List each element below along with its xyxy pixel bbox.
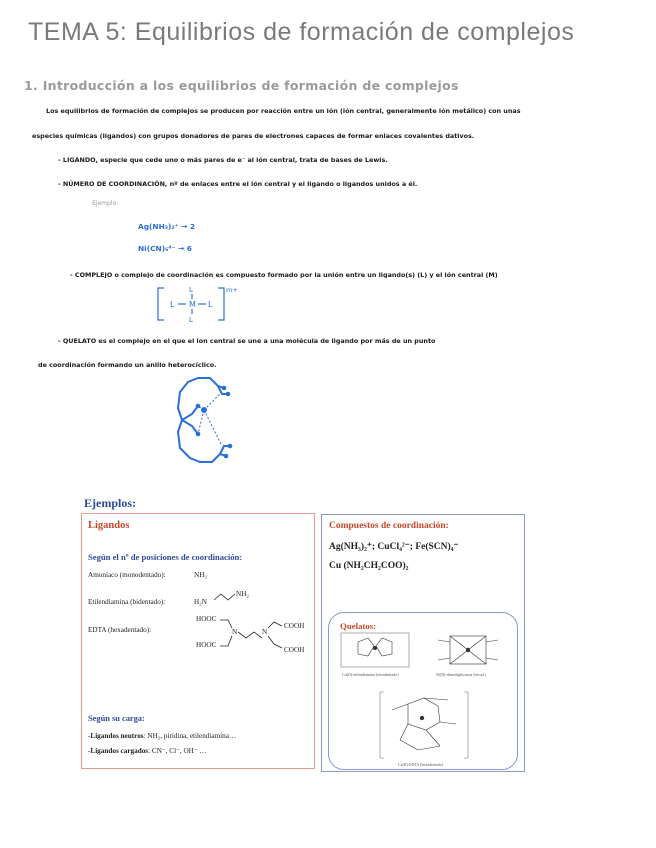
- bullet-quelato-2: de coordinación formando un anillo heterocíclico.: [38, 361, 217, 369]
- bullet-quelato-1: - QUELATO es el complejo en el que el ion central se une a una molécula de ligando por más de un punto: [58, 337, 436, 345]
- compuestos-title: Compuestos de coordinación:: [329, 521, 449, 531]
- chelate-sketch: [158, 370, 248, 470]
- quelato-ca-edta-structure: [378, 690, 470, 760]
- section-heading: 1. Introducción a los equilibrios de formación de complejos: [24, 78, 459, 93]
- complex-structure-diagram: [150, 282, 250, 324]
- quelato-cu-en-structure: [340, 632, 410, 668]
- bullet-ligando: - LIGANDO, especie que cede uno o más pares de e⁻ al ión central, trata de bases de Lewis.: [58, 156, 388, 164]
- ligandos-subtitle-carga: Según su carga:: [88, 714, 145, 723]
- page-title: TEMA 5: Equilibrios de formación de complejos: [28, 18, 575, 46]
- intro-line-2: especies químicas (ligandos) con grupos donadores de pares de electrones capaces de formar enlaces covalentes dativos.: [32, 132, 475, 140]
- edta-cooh-bottom: COOH: [284, 646, 305, 654]
- bullet-complejo: - COMPLEJO o complejo de coordinación es compuesto formado por la unión entre un ligando(s) (L) y el ión central (M): [70, 272, 498, 279]
- edta-hooc-bottom: HOOC: [196, 641, 217, 649]
- ligando-amoniaco-formula: NH₃: [194, 571, 207, 579]
- ligando-edta-name: EDTA (hexadentado):: [88, 626, 152, 634]
- ejemplo-label: Ejemplo:: [92, 200, 119, 207]
- quelato-caption-3: Ca(II)-EDTA (hexadentado): [398, 762, 444, 767]
- edta-skeleton: [218, 614, 288, 656]
- edta-n-right: N: [262, 628, 268, 636]
- ligand-bottom: L: [189, 316, 193, 324]
- edta-cooh-top: COOH: [284, 622, 305, 630]
- compuestos-line-2: Cu (NH₂CH₂COO)₂: [329, 561, 409, 571]
- quelatos-title: Quelatos:: [340, 621, 377, 631]
- ligando-etilendiamina-name: Etilendiamina (bidentado):: [88, 598, 166, 606]
- complex-charge: m+: [226, 286, 238, 294]
- quelato-ni-dmg-structure: [430, 628, 504, 670]
- edta-n-left: N: [232, 628, 238, 636]
- quelato-caption-1: Cu(II)-etilendiamina (tetradentado): [342, 672, 399, 677]
- cargados-label: -Ligandos cargados: [88, 747, 149, 755]
- ejemplos-title: Ejemplos:: [84, 496, 136, 510]
- neutros-label: -Ligandos neutros: [88, 732, 144, 740]
- neutros-value: : NH₃, piridina, etilendiamina…: [143, 732, 237, 740]
- etilendiamina-nh2: NH₂: [236, 590, 249, 598]
- ligandos-subtitle-posiciones: Según el nº de posiciones de coordinación:: [88, 552, 243, 562]
- ligandos-neutros: [88, 732, 236, 740]
- ligand-top: L: [189, 286, 193, 294]
- edta-hooc-top: HOOC: [196, 615, 217, 623]
- compuestos-line-1: Ag(NH₃)₂⁺; CuCl₄²⁻; Fe(SCN)₄⁻: [329, 542, 459, 552]
- example-nickel-cyanide: Ni(CN)₆⁴⁻ → 6: [138, 244, 192, 253]
- metal-center: M: [189, 300, 196, 309]
- intro-line-1: Los equilibrios de formación de complejos se producen por reacción entre un ión (ión central, generalmente ión metálico) con unas: [46, 107, 521, 115]
- bullet-numero-coordinacion: - NÚMERO DE COORDINACIÓN, nº de enlaces entre el ión central y el ligando o ligandos unidos a él.: [58, 180, 418, 188]
- ligandos-title: Ligandos: [88, 520, 130, 531]
- ligando-amoniaco-name: Amoníaco (monodentado):: [88, 571, 166, 579]
- cargados-value: : CN⁻, Cl⁻, OH⁻ …: [148, 747, 207, 755]
- ligand-right: L: [208, 300, 213, 309]
- example-silver-ammine: Ag(NH₃)₂⁺ → 2: [138, 222, 195, 231]
- ligandos-cargados: [88, 746, 207, 755]
- etilendiamina-h2n: H₂N: [194, 598, 207, 606]
- quelato-caption-2: Ni(II)-dimetilglioxima (tetrad.): [436, 672, 486, 677]
- ligand-left: L: [170, 300, 175, 309]
